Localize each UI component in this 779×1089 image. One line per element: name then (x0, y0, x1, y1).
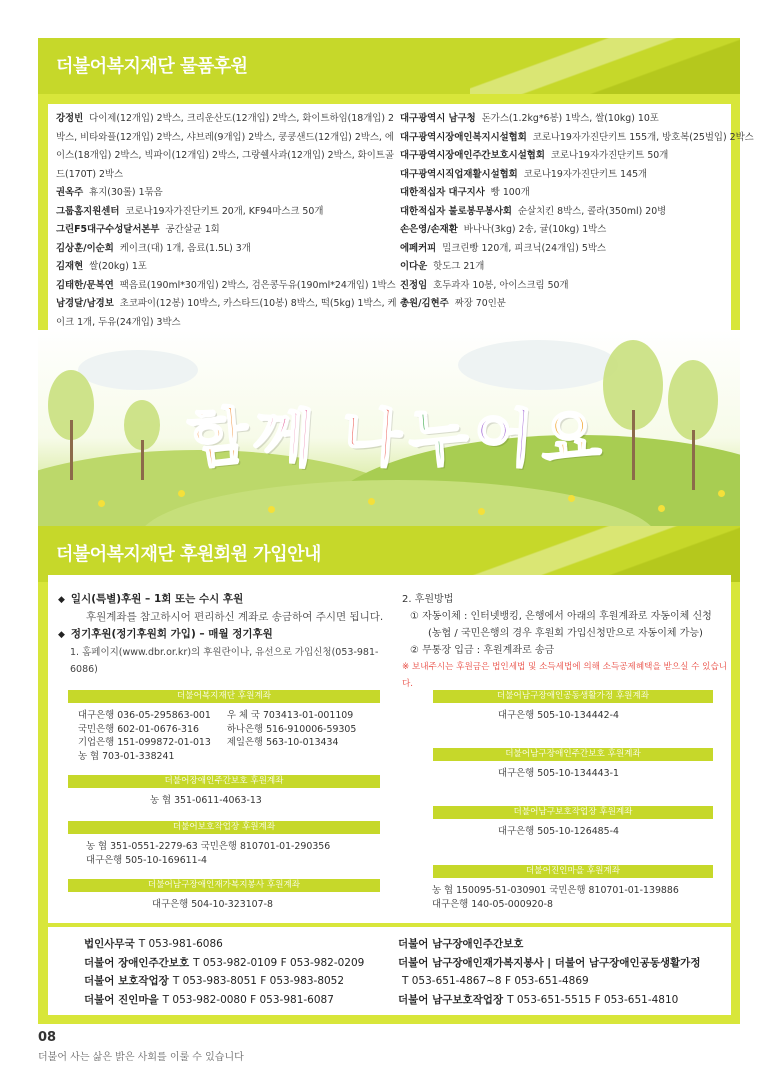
account-cell (227, 750, 356, 764)
membership-info-box (48, 575, 731, 923)
contact-row (398, 991, 704, 1010)
donation-list-right (400, 110, 754, 314)
account-title-foundation: 더불어복지재단 후원계좌 (68, 690, 380, 703)
contact-phone: T 053-651-4867~8 F 053-651-4869 (402, 975, 589, 987)
contact-row (398, 972, 704, 991)
tree-icon (668, 360, 718, 440)
account-grid (78, 709, 356, 763)
donation-entry (56, 110, 401, 184)
donor-name: 권옥주 (56, 187, 84, 198)
method-title: 2. 후원방법 (402, 594, 454, 605)
donor-name: 손은영/손재환 (400, 224, 458, 235)
donation-detail: 코로나19자가진단키트 20개, KF94마스크 50개 (125, 205, 324, 217)
together-sharing-title (185, 388, 609, 477)
account-list-foundation (78, 709, 356, 763)
donor-name: 대구광역시장애인주간보호시설협회 (400, 150, 545, 161)
donor-name: 에페커피 (400, 242, 437, 254)
tax-deduction-note: ※ 보내주시는 후원금은 법인세법 및 소득세법에 의해 소득공제혜택을 받으실 수 있습니다. (402, 662, 728, 689)
account-cell: 기업은행 151-099872-01-013 (78, 737, 211, 748)
diamond-bullet-icon: ◆ (58, 595, 65, 605)
donation-entry (56, 295, 401, 332)
contact-phone: T 053-983-8051 F 053-983-8052 (172, 975, 345, 987)
tree-trunk (632, 410, 635, 480)
donation-detail: 짜장 70인분 (454, 298, 506, 309)
donor-name: 진정임 (400, 279, 428, 291)
header-stripe-decoration (470, 38, 740, 94)
account-title-village: 더불어진인마을 후원계좌 (433, 865, 713, 878)
account-cell: 대구은행 036-05-295863-001 (78, 710, 211, 721)
flower-icon (718, 490, 725, 497)
tree-trunk (692, 430, 695, 490)
donation-list-left (56, 110, 401, 351)
donation-detail: 호두과자 10봉, 아이스크림 50개 (433, 279, 569, 291)
contact-row (398, 954, 704, 973)
account-line: 대구은행 505-10-169611-4 (86, 854, 207, 866)
account-nam-daycare: 대구은행 505-10-134443-1 (498, 768, 619, 779)
donor-name: 강정빈 (56, 113, 84, 124)
contact-phone: T 053-982-0080 F 053-981-6087 (162, 993, 334, 1006)
membership-item-desc: 1. 홈페이지(www.dbr.or.kr)의 후원란이나, 유선으로 가입신청(053-981-6086) (70, 647, 379, 675)
donor-name: 이다운 (400, 261, 428, 272)
donation-entry (400, 147, 730, 166)
account-village (432, 884, 679, 911)
donor-name: 대구광역시 남구청 (400, 113, 476, 124)
contact-row (84, 991, 364, 1010)
donation-entry (400, 110, 730, 129)
donation-detail: 핫도그 21개 (433, 261, 485, 272)
donation-entry (56, 258, 401, 277)
method-auto-transfer-note: (농협 / 국민은행의 경우 후원회 가입신청만으로 자동이체 가능) (428, 628, 703, 639)
donor-name: 대구광역시직업재활시설협회 (400, 168, 518, 180)
flower-icon (268, 506, 275, 513)
donation-detail: 휴지(30롤) 1묶음 (89, 187, 163, 198)
account-title-daycare: 더불어장애인주간보호 후원계좌 (68, 775, 380, 788)
donor-name: 김상훈/이순희 (56, 242, 114, 254)
donation-detail: 다이제(12개입) 2박스, 크리운산도(12개입) 2박스, 화이트하임(18개입) 2박스, 비타와플(12개입) 2박스, 샤브레(9개입) 2박스, 쿵쿵샌드(12개입) 2박스, 에이스(18개입) 2박스, 빅파이(12개입) 2박스, 그랑쉘사과(12개입) 2박스, 화이트골드(170T) 2박스 (56, 113, 394, 180)
banner-char: 께 (251, 398, 322, 477)
account-line: 농 협 150095-51-030901 국민은행 810701-01-139886 (432, 885, 679, 896)
cloud-shape (458, 340, 618, 390)
donor-name: 김재현 (56, 261, 84, 272)
account-nam-workshop: 대구은행 505-10-126485-4 (498, 826, 619, 837)
donor-name: 총원/김현주 (400, 298, 449, 309)
donation-detail: 쌀(20kg) 1포 (89, 261, 147, 272)
banner-char: 요 (536, 398, 609, 477)
donation-detail: 코로나19자가진단키트 155개, 방호복(25벌입) 2박스 (532, 131, 754, 143)
donor-name: 김태한/문복연 (56, 279, 114, 291)
donor-name: 대한적십자 불로봉무봉사회 (400, 205, 512, 217)
donor-name: 대구광역시장애인복지시설협회 (400, 131, 527, 143)
donor-name: 그린F5대구수성달서본부 (56, 224, 160, 235)
membership-item-label: 정기후원(정기후원회 가입) – 매월 정기후원 (70, 628, 273, 640)
flower-icon (478, 508, 485, 515)
account-cell: 우 체 국 703413-01-001109 (226, 710, 354, 721)
account-cell: 농 협 703-01-338241 (78, 750, 175, 762)
contact-phone: T 053-982-0109 F 053-982-0209 (193, 956, 365, 969)
account-line: 농 협 351-0551-2279-63 국민은행 810701-01-290356 (86, 841, 331, 852)
contact-org: 더불어 보호작업장 (84, 975, 169, 987)
account-group-home: 대구은행 505-10-134442-4 (498, 710, 619, 721)
donation-entry (400, 277, 730, 296)
donation-section-header (38, 38, 740, 94)
donation-detail: 팩음료(190ml*30개입) 2박스, 검은콩두유(190ml*24개입) 1박스 (119, 279, 396, 291)
account-title-home-service: 더불어남구장애인재가복지봉사 후원계좌 (68, 879, 380, 892)
donation-section-title: 더불어복지재단 물품후원 (56, 56, 248, 77)
contact-list-left (84, 935, 364, 1009)
header-stripe-decoration (470, 526, 740, 582)
flower-icon (178, 490, 185, 497)
donation-entry (56, 184, 401, 203)
donation-detail: 공간살균 1회 (165, 224, 220, 235)
contact-org: 더불어 남구장애인주간보호 (398, 938, 524, 950)
account-daycare: 농 협 351-0611-4063-13 (150, 795, 262, 806)
flower-icon (368, 498, 375, 505)
membership-item-onetime (58, 591, 403, 609)
account-cell: 제일은행 563-10-013434 (226, 737, 339, 748)
membership-item-regular (58, 626, 403, 644)
donation-entry (400, 129, 754, 148)
contact-org: 법인사무국 (84, 938, 135, 950)
account-title-nam-daycare: 더불어남구장애인주간보호 후원계좌 (433, 748, 713, 761)
contact-list-right (398, 935, 704, 1009)
flower-icon (568, 495, 575, 502)
footer-tagline: 더불어 사는 삶은 밝은 사회를 이룰 수 있습니다 (38, 1052, 244, 1063)
donation-list-box (48, 104, 754, 330)
donation-entry (56, 240, 401, 259)
donation-entry (400, 166, 730, 185)
account-workshop (86, 840, 330, 867)
flower-icon (658, 505, 665, 512)
banner-char: 어 (470, 398, 542, 477)
contact-info-box (48, 927, 731, 1015)
donation-detail: 초코파이(12봉) 10박스, 카스타드(10봉) 8박스, 떡(5kg) 1박스, 케이크 1개, 두유(24개입) 3박스 (56, 298, 397, 328)
donation-detail: 빵 100개 (490, 187, 530, 198)
account-home-service: 대구은행 504-10-323107-8 (152, 899, 273, 910)
donation-entry (400, 240, 730, 259)
donation-entry (56, 277, 401, 296)
membership-section-header (38, 526, 740, 582)
membership-item-desc: 후원계좌를 참고하시어 편리하신 계좌로 송금하여 주시면 됩니다. (86, 611, 384, 623)
flower-icon (98, 500, 105, 507)
donation-methods (402, 591, 732, 693)
donation-detail: 순살치킨 8박스, 콜라(350ml) 20병 (517, 205, 667, 217)
account-title-nam-workshop: 더불어남구보호작업장 후원계좌 (433, 806, 713, 819)
donation-entry (56, 221, 401, 240)
account-title-group-home: 더불어남구장애인공동생활가정 후원계좌 (433, 690, 713, 703)
contact-phone: T 053-981-6086 (138, 938, 223, 950)
contact-row (84, 935, 364, 954)
donation-entry (400, 221, 730, 240)
contact-org: 더불어 장애인주간보호 (84, 956, 190, 969)
donation-entry (400, 203, 730, 222)
account-cell: 국민은행 602-01-0676-316 (78, 723, 199, 735)
account-line: 대구은행 140-05-000920-8 (432, 898, 553, 910)
method-auto-transfer: ① 자동이체 : 인터넷뱅킹, 은행에서 아래의 후원계좌로 자동이체 신청 (410, 611, 712, 622)
banner-char: 나 (338, 398, 410, 477)
together-sharing-illustration (38, 330, 740, 526)
contact-row (84, 972, 364, 991)
donor-name: 남경달/남경보 (56, 298, 114, 309)
diamond-bullet-icon: ◆ (58, 630, 65, 640)
membership-types (58, 591, 403, 678)
contact-org: 더불어 진인마을 (84, 993, 159, 1006)
banner-char (320, 458, 342, 460)
donor-name: 대한적십자 대구지사 (400, 187, 485, 198)
contact-row (398, 935, 704, 954)
tree-trunk (141, 440, 144, 480)
donation-detail: 돈가스(1.2kg*6봉) 1박스, 쌀(10kg) 10포 (481, 113, 659, 124)
donation-entry (400, 295, 730, 314)
contact-phone: T 053-651-5515 F 053-651-4810 (507, 993, 679, 1006)
donation-detail: 밀크린빵 120개, 피크닉(24개입) 5박스 (442, 242, 606, 254)
tree-trunk (70, 420, 73, 480)
account-cell: 하나은행 516-910006-59305 (226, 723, 357, 735)
membership-item-label: 일시(특별)후원 – 1회 또는 수시 후원 (70, 593, 244, 605)
donation-entry (400, 258, 730, 277)
banner-char: 누 (405, 398, 478, 477)
contact-org: 더불어 남구장애인재가복지봉사 | 더불어 남구장애인공동생활가정 (398, 956, 701, 969)
cloud-shape (78, 350, 198, 390)
method-bank-deposit: ② 무통장 입금 : 후원계좌로 송금 (410, 645, 555, 656)
donation-detail: 바나나(3kg) 2송, 귤(10kg) 1박스 (463, 224, 607, 235)
donor-name: 그룹홈지원센터 (56, 205, 120, 217)
banner-char: 함 (185, 398, 258, 477)
donation-entry (56, 203, 401, 222)
page-number: 08 (38, 1030, 57, 1045)
donation-detail: 코로나19자가진단키트 145개 (523, 168, 648, 180)
donation-entry (400, 184, 730, 203)
account-title-workshop: 더불어보호작업장 후원계좌 (68, 821, 380, 834)
membership-section-title: 더불어복지재단 후원회원 가입안내 (56, 544, 321, 565)
contact-row (84, 954, 364, 973)
contact-org: 더불어 남구보호작업장 (398, 993, 504, 1006)
donation-detail: 케이크(대) 1개, 음료(1.5L) 3개 (119, 242, 251, 254)
donation-detail: 코로나19자가진단키트 50개 (550, 150, 669, 161)
